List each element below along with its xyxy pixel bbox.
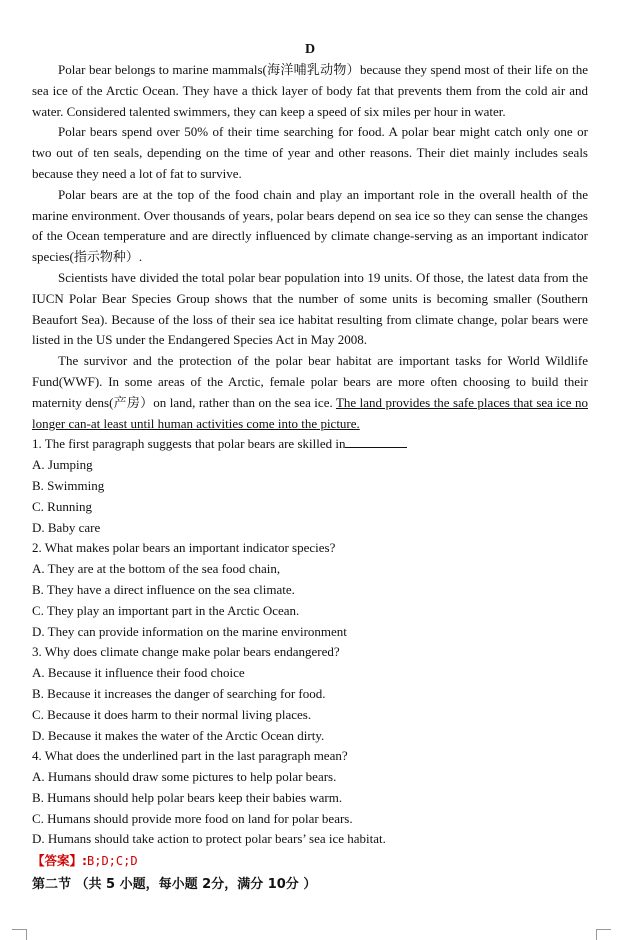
option-d: D. They can provide information on the marine environment (32, 623, 347, 639)
passage-title: D (304, 42, 316, 57)
question-stem: 4. What does the underlined part in the last paragraph mean? (32, 748, 348, 764)
paragraph-3: Polar bears are at the top of the food chain and play an important role in the overall health of the marine environment. Over thousands of years, polar bears depend on sea ice so they can sense the changes of the Ocean temperature and are directly influenced by climate change-serving as an important indicator species(指示物种）. (32, 186, 588, 265)
paragraph-2: Polar bears spend over 50% of their time searching for food. A polar bear might catch only one or two out of ten seals, depending on the time of year and other reasons. Their diet mainly includes seals because they need a lot of fat to survive. (32, 124, 588, 181)
option-d: D. Baby care (32, 519, 101, 535)
option-b: B. They have a direct influence on the sea climate. (32, 581, 295, 597)
question-stem: 2. What makes polar bears an important indicator species? (32, 540, 336, 556)
page-corner-mark-left (12, 929, 27, 940)
answer-line (32, 850, 588, 872)
page-corner-mark-right (596, 929, 611, 940)
option-b: B. Humans should help polar bears keep their babies warm. (32, 789, 343, 805)
option-a: A. Because it influence their food choice (32, 665, 245, 681)
answer-blank (345, 435, 407, 448)
paragraph-4: Scientists have divided the total polar bear population into 19 units. Of those, the latest data from the IUCN Polar Bear Species Group shows that the number of some units is becoming smaller (Southern Beaufort Sea). Because of the loss of their sea ice habitat resulting from climate change, polar bears were listed in the US under the Endangered Species Act in May 2008. (32, 269, 588, 348)
option-c: C. Humans should provide more food on land for polar bears. (32, 810, 353, 826)
option-d: D. Because it makes the water of the Arctic Ocean dirty. (32, 727, 325, 743)
question-1 (32, 434, 588, 538)
question-2 (32, 538, 588, 642)
question-stem: 1. The first paragraph suggests that polar bears are skilled in (32, 434, 588, 455)
section-heading: 第二节 （共 5 小题，每小题 2分，满分 10分 ） (32, 877, 317, 893)
paragraph-5 (32, 351, 588, 434)
question-stem: 3. Why does climate change make polar bears endangered? (32, 644, 340, 660)
answer-value: B;D;C;D (87, 854, 138, 869)
underlined-sentence: The land provides the safe places that sea ice no longer can-at least until human activities come into the picture. (32, 394, 588, 431)
option-c: C. Because it does harm to their normal living places. (32, 706, 312, 722)
option-a: A. Humans should draw some pictures to help polar bears. (32, 769, 337, 785)
question-3 (32, 642, 588, 746)
option-d: D. Humans should take action to protect polar bears’ sea ice habitat. (32, 831, 386, 847)
paragraph-5-text: The survivor and the protection of the polar bear habitat are important tasks for World Wildlife Fund(WWF). In some areas of the Arctic, female polar bears are more often choosing to build their maternity dens(产房）on land, rather than on the sea ice. (32, 353, 588, 410)
option-a: A. Jumping (32, 457, 93, 473)
document-page (32, 40, 588, 896)
option-b: B. Because it increases the danger of searching for food. (32, 685, 326, 701)
option-c: C. Running (32, 498, 92, 514)
option-b: B. Swimming (32, 477, 105, 493)
question-4 (32, 746, 588, 850)
option-a: A. They are at the bottom of the sea food chain, (32, 561, 281, 577)
paragraph-1: Polar bear belongs to marine mammals(海洋哺乳动物）because they spend most of their life on the sea ice of the Arctic Ocean. They have a thick layer of body fat that prevents them from the cold air and water. Considered talented swimmers, they can keep a speed of six miles per hour in water. (32, 62, 588, 119)
option-c: C. They play an important part in the Arctic Ocean. (32, 602, 300, 618)
answer-label: 【答案】: (32, 853, 87, 869)
